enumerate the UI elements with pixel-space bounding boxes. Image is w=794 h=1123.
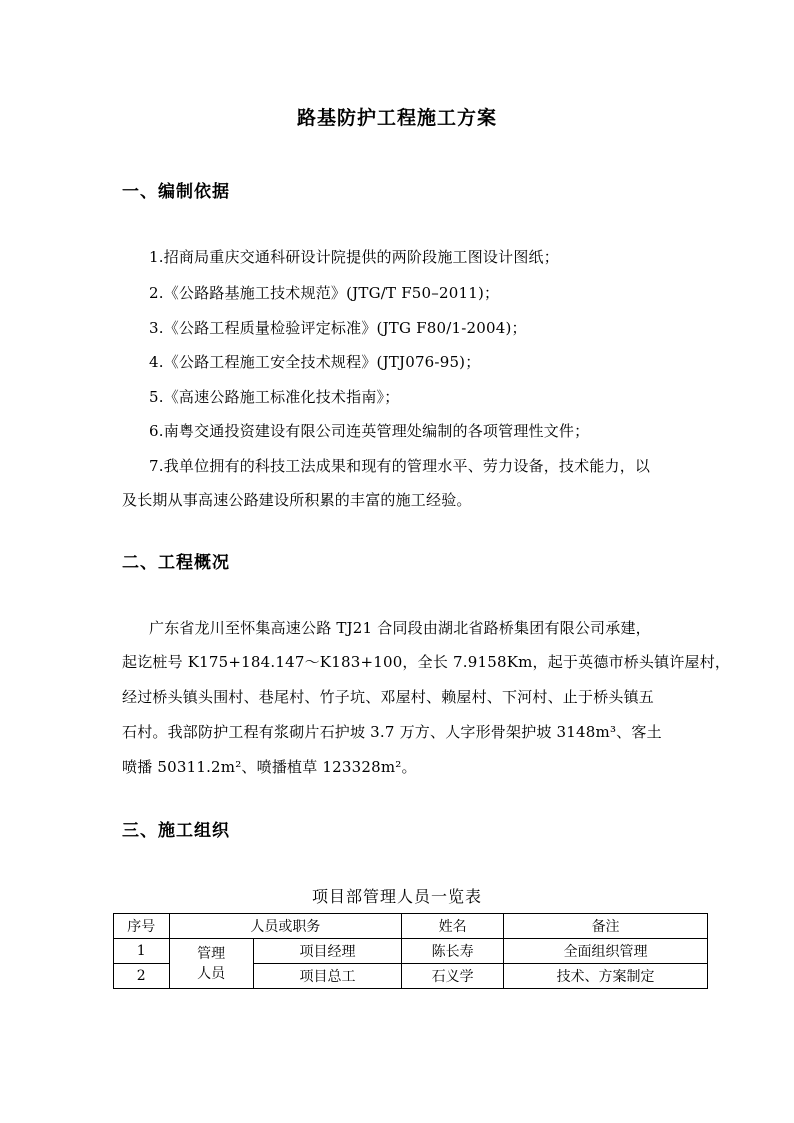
section-heading-basis: 一、编制依据 — [122, 182, 230, 202]
document-title: 路基防护工程施工方案 — [296, 107, 497, 129]
header-role: 人员或职务 — [169, 914, 402, 939]
cell-name: 石义学 — [402, 964, 504, 989]
cell-no: 1 — [114, 939, 170, 964]
section-heading-overview: 二、工程概况 — [122, 553, 230, 573]
header-name: 姓名 — [402, 914, 504, 939]
cell-role: 项目总工 — [253, 964, 401, 989]
basis-item-4: 4.《公路工程施工安全技术规程》(JTJ076-95)； — [149, 353, 481, 371]
header-no: 序号 — [114, 914, 170, 939]
table-header-row — [114, 914, 708, 939]
cell-name: 陈长寿 — [402, 939, 504, 964]
basis-item-6: 6.南粤交通投资建设有限公司连英管理处编制的各项管理性文件； — [149, 422, 590, 440]
basis-item-1: 1.招商局重庆交通科研设计院提供的两阶段施工图设计图纸； — [149, 248, 559, 266]
cell-note: 技术、方案制定 — [504, 964, 708, 989]
basis-item-2: 2.《公路路基施工技术规范》(JTG/T F50–2011)； — [149, 284, 500, 302]
table-title: 项目部管理人员一览表 — [311, 887, 482, 906]
basis-item-7-cont: 及长期从事高速公路建设所积累的丰富的施工经验。 — [122, 491, 472, 509]
basis-item-3: 3.《公路工程质量检验评定标准》(JTG F80/1-2004)； — [149, 319, 527, 337]
cell-note: 全面组织管理 — [504, 939, 708, 964]
overview-line-1: 广东省龙川至怀集高速公路 TJ21 合同段由湖北省路桥集团有限公司承建， — [149, 619, 651, 637]
table-row — [114, 939, 708, 964]
cell-group — [169, 939, 253, 989]
overview-line-5: 喷播 50311.2m²、喷播植草 123328m²。 — [122, 758, 417, 776]
overview-line-4: 石村。我部防护工程有浆砌片石护坡 3.7 万方、人字形骨架护坡 3148m³、客土 — [122, 723, 662, 741]
section-heading-organization: 三、施工组织 — [122, 821, 230, 841]
cell-no: 2 — [114, 964, 170, 989]
header-note: 备注 — [504, 914, 708, 939]
basis-item-5: 5.《高速公路施工标准化技术指南》； — [149, 388, 400, 406]
basis-item-7: 7.我单位拥有的科技工法成果和现有的管理水平、劳力设备，技术能力，以 — [149, 457, 651, 475]
group-label: 管理人员 — [197, 945, 226, 982]
cell-role: 项目经理 — [253, 939, 401, 964]
overview-line-2: 起讫桩号 K175+184.147～K183+100，全长 7.9158Km，起于英德市桥头镇许屋村， — [122, 653, 731, 671]
staff-table — [113, 913, 708, 989]
overview-line-3: 经过桥头镇头围村、巷尾村、竹子坑、邓屋村、赖屋村、下河村、止于桥头镇五 — [122, 688, 655, 706]
